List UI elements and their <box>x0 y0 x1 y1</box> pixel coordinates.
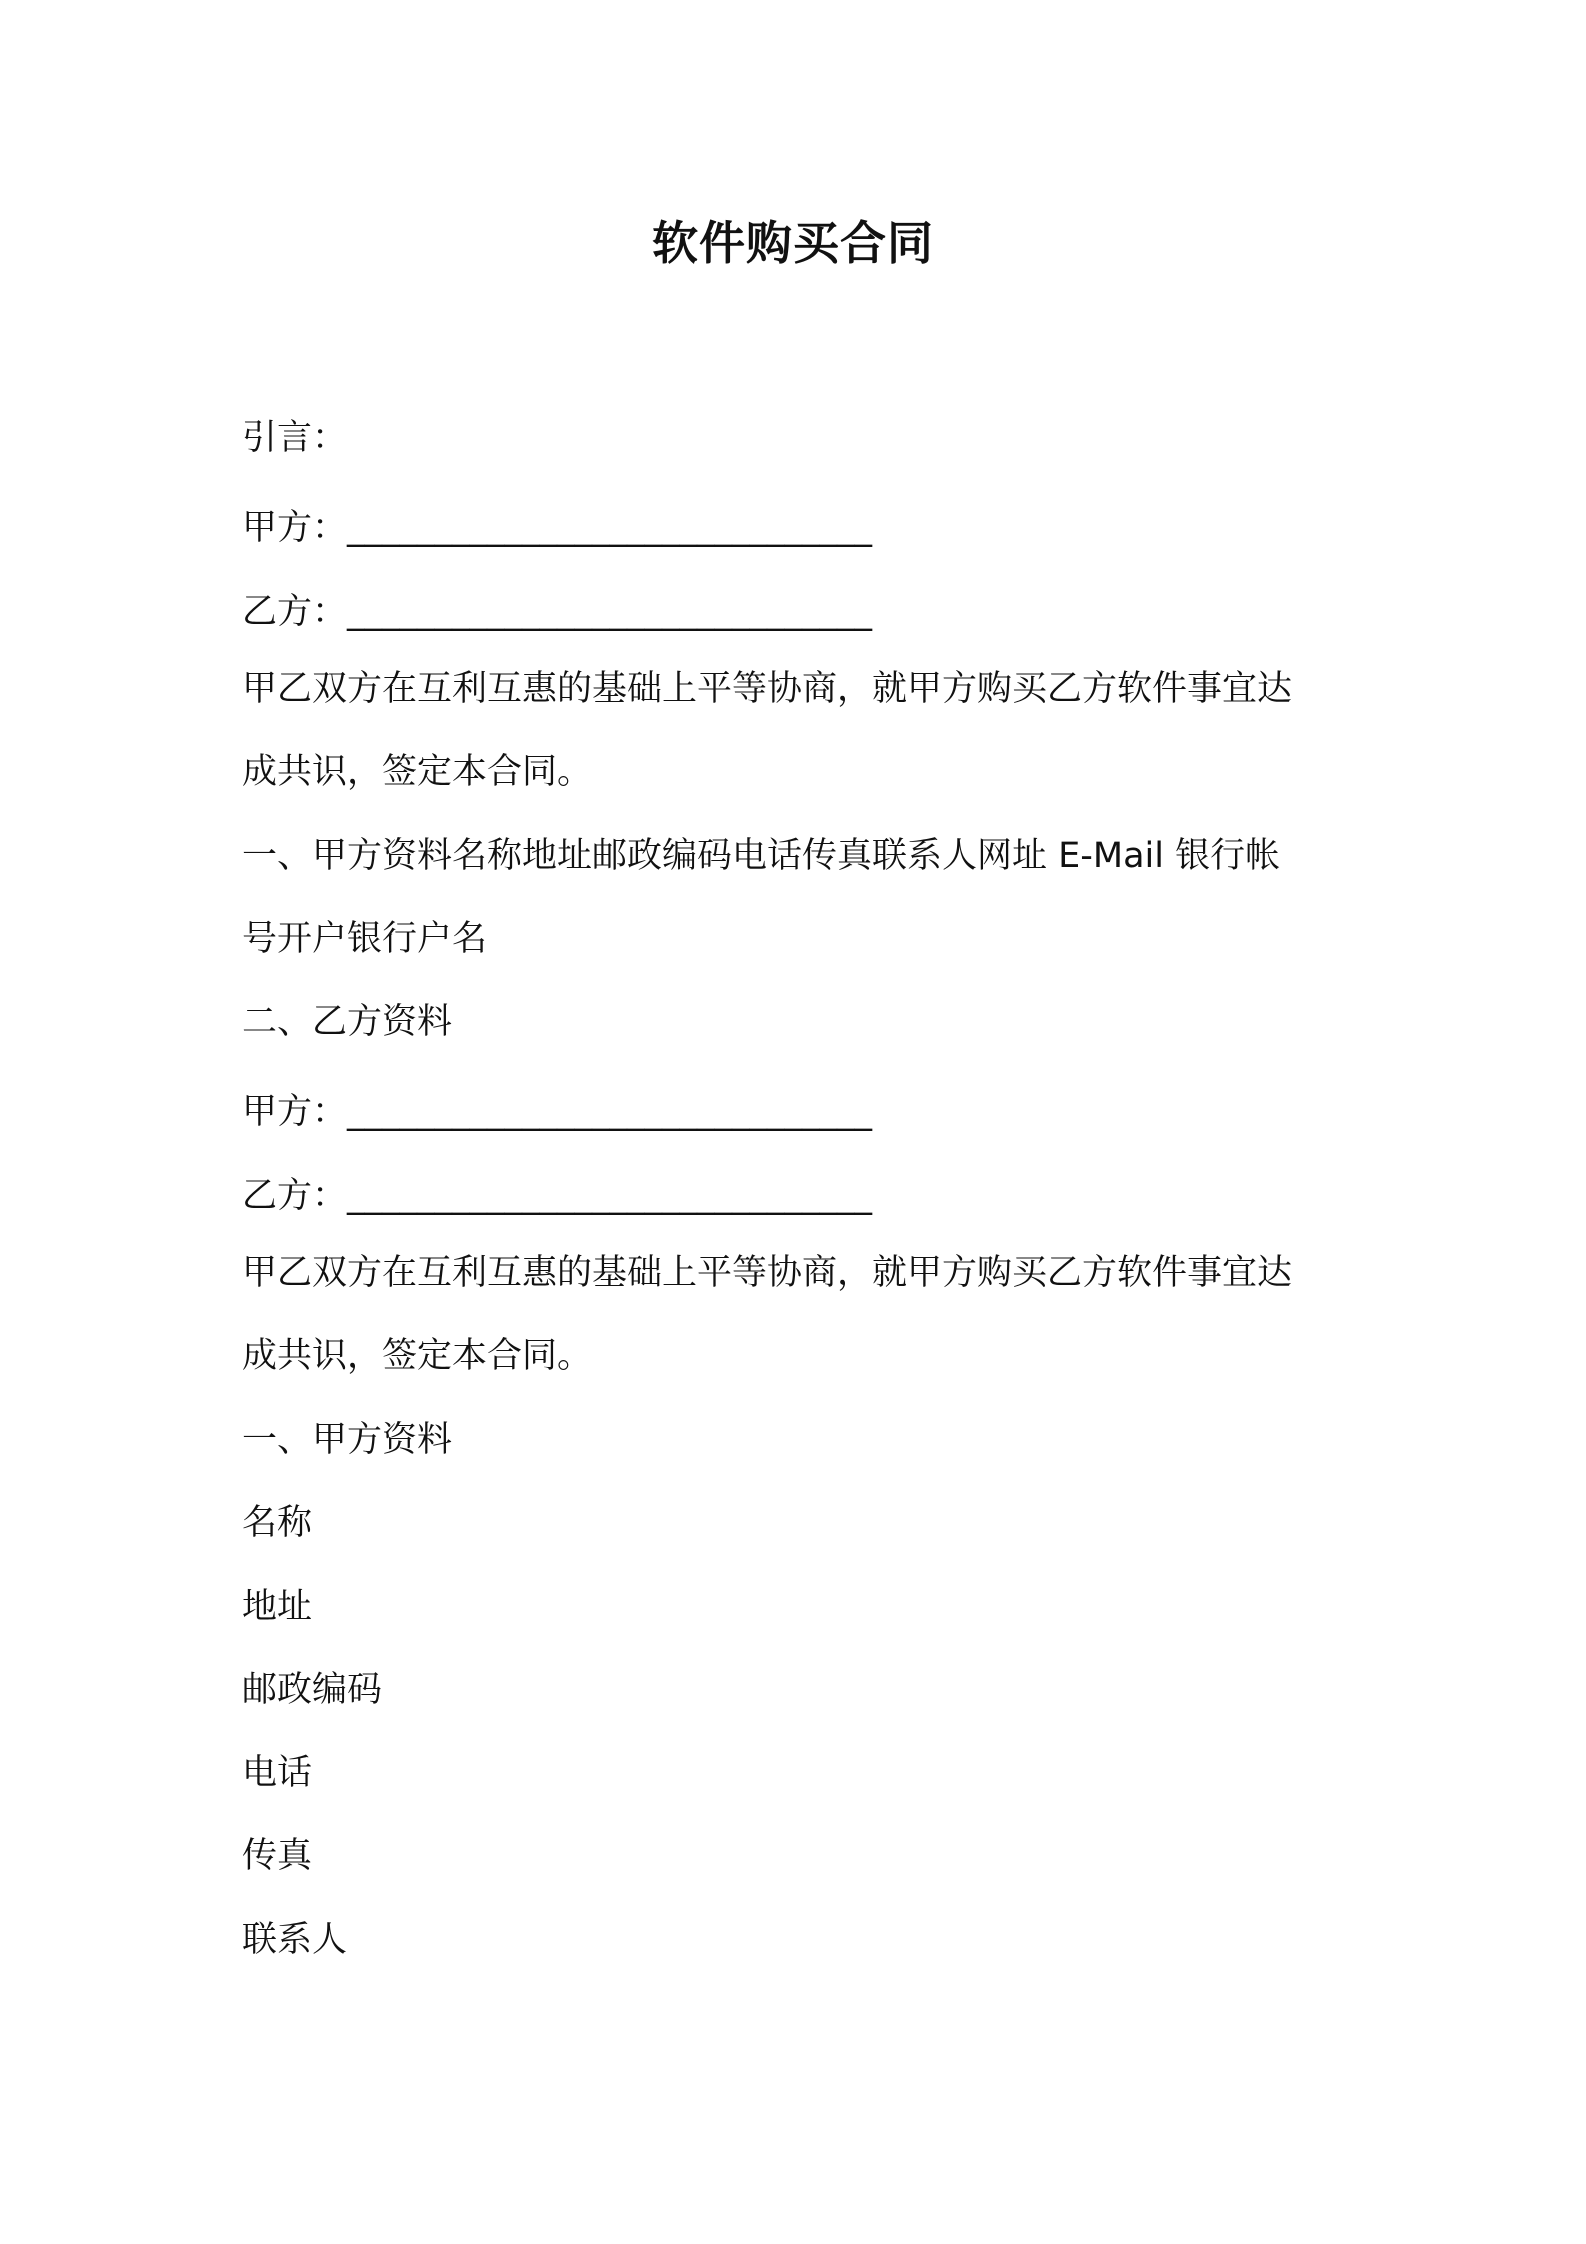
agreement-paragraph-line-1: 甲乙双方在互利互惠的基础上平等协商，就甲方购买乙方软件事宜达 <box>242 669 1293 709</box>
field-label-postal-code: 邮政编码 <box>242 1670 383 1710</box>
agreement-paragraph-line-2: 成共识，签定本合同。 <box>242 752 593 792</box>
field-label-phone: 电话 <box>242 1753 313 1793</box>
section-party-a-info-line-1: 一、甲方资料名称地址邮政编码电话传真联系人网址 E-Mail 银行帐 <box>242 836 1281 876</box>
field-label-address: 地址 <box>242 1587 313 1627</box>
intro-label: 引言： <box>242 418 348 458</box>
party-b-field: 乙方：______________________________ <box>242 592 873 632</box>
party-a-field: 甲方：______________________________ <box>242 508 873 548</box>
agreement-paragraph-repeat-line-1: 甲乙双方在互利互惠的基础上平等协商，就甲方购买乙方软件事宜达 <box>242 1253 1293 1293</box>
section-party-b-info-heading: 二、乙方资料 <box>242 1002 453 1042</box>
party-b-field-repeat: 乙方：______________________________ <box>242 1176 873 1216</box>
agreement-paragraph-repeat-line-2: 成共识，签定本合同。 <box>242 1336 593 1376</box>
section-party-a-info-line-2: 号开户银行户名 <box>242 919 488 959</box>
party-a-field-repeat: 甲方：______________________________ <box>242 1092 873 1132</box>
field-label-contact-person: 联系人 <box>242 1920 348 1960</box>
section-party-a-heading: 一、甲方资料 <box>242 1420 453 1460</box>
field-label-fax: 传真 <box>242 1836 313 1876</box>
document-title: 软件购买合同 <box>652 216 934 270</box>
field-label-name: 名称 <box>242 1503 313 1543</box>
